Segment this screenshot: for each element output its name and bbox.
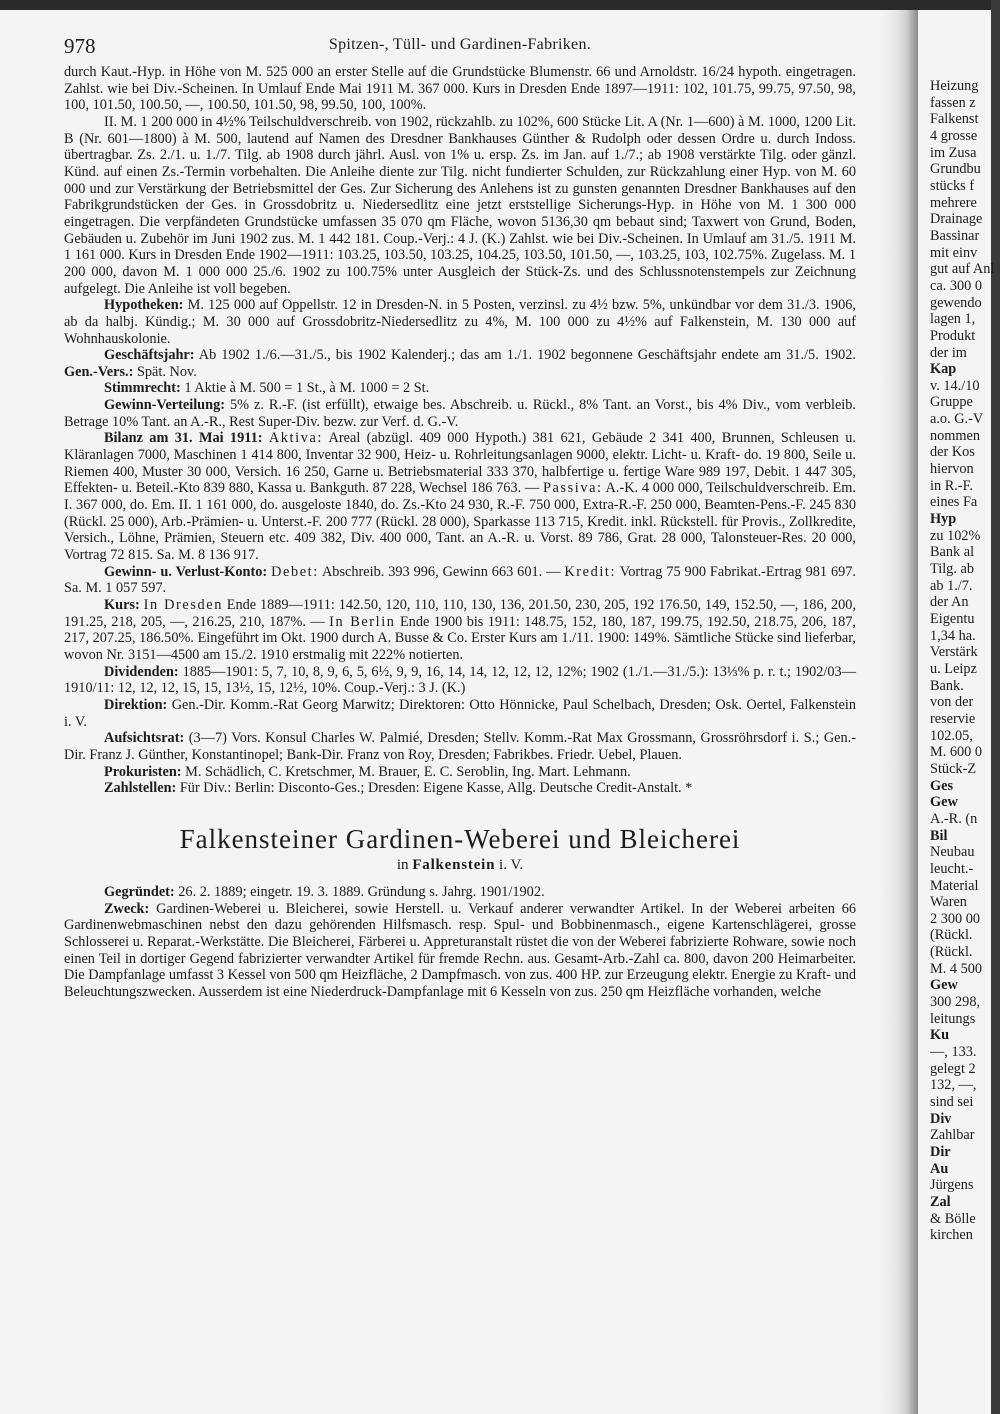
next-page-column [930, 78, 1000, 1244]
main-column [64, 30, 856, 1000]
next-page-fragment: leucht.- [930, 860, 974, 877]
section-gewinn-verteilung [64, 397, 856, 430]
next-page-fragment: Au [930, 1160, 949, 1177]
next-page-fragment: von der [930, 694, 974, 711]
next-page-fragment: der im [930, 344, 967, 361]
next-page-fragment: leitungs [930, 1010, 976, 1027]
kurs-label: Kurs: [104, 597, 140, 613]
next-page-fragment: ca. 300 0 [930, 277, 983, 294]
next-page-fragment: gut auf Anl [930, 261, 995, 278]
kurs-berlin-label: In Berlin [329, 613, 396, 630]
next-page-fragment: lagen 1, [930, 311, 976, 328]
next-page-fragment: Hyp [930, 511, 957, 528]
next-page-fragment: kirchen [930, 1227, 973, 1244]
section-hypotheken [64, 297, 856, 347]
direktion-text: Gen.-Dir. Komm.-Rat Georg Marwitz; Direktoren: Otto Hönnicke, Paul Schelbach, Dresden; Osk. Oertel, Falkenstein i. V. [64, 696, 856, 730]
company-location-region: i. V. [499, 856, 524, 873]
section-aufsichtsrat [64, 730, 856, 763]
bond-paragraph-1: durch Kaut.-Hyp. in Höhe von M. 525 000 an erster Stelle auf die Grundstücke Blumenstr. 66 und Arnoldstr. 16/24 hypoth. eingetragen. Zahlst. wie bei Div.-Scheinen. In Umlauf Ende Mai 1911 M. 367 000. Kurs in Dresden Ende 1897—1911: 102, 101.75, 99.75, 97.50, 98, 100, 101.50, 100.50, —, 100.50, 101.50, 98, 99.50, 100, 100%. [64, 64, 856, 114]
zahlstellen-label: Zahlstellen: [104, 780, 177, 797]
next-page-fragment: Waren [930, 894, 967, 911]
company-location-in: in [396, 856, 409, 873]
next-page-fragment: gewendo [930, 294, 982, 311]
bilanz-passiva-label: Passiva: [542, 480, 603, 497]
next-page-fragment: Bil [930, 827, 948, 844]
aufsichtsrat-text: (3—7) Vors. Konsul Charles W. Palmié, Dresden; Stellv. Komm.-Rat Max Grossmann, Grossröhrsdorf i. S.; Gen.-Dir. Franz J. Günther, Konstantinopel; Bank-Dir. Franz von Roy, Dresden; Fabrikbes. Friedr. Uebel, Plauen. [64, 730, 857, 763]
company-title: Falkensteiner Gardinen-Weberei und Bleicherei [179, 823, 741, 854]
section-prokuristen [64, 764, 856, 781]
next-page-fragment: zu 102% [930, 527, 981, 544]
book-gutter [880, 10, 918, 1414]
next-page-fragment: 132, —, [930, 1077, 977, 1094]
dividenden-text: 1885—1901: 5, 7, 10, 8, 9, 6, 5, 6½, 9, 9, 16, 14, 14, 12, 12, 12, 12%; 1902 (1./1.—31./5.): 13⅓% p. r. t.; 1902/03—1910/11: 12, 12, 12, 15, 15, 13½, 15, 12½, 10%. Coup.-Verj.: 3 J. (K.) [64, 663, 857, 697]
next-page-fragment: A.-R. (n [930, 810, 978, 827]
section-zweck [64, 901, 856, 1001]
next-page-fragment: Ges [930, 777, 954, 794]
next-page-fragment: im Zusa [930, 144, 977, 161]
next-page-fragment: fassen z [930, 94, 976, 111]
prokuristen-label: Prokuristen: [104, 763, 182, 780]
next-page-fragment: Bank al [930, 544, 975, 561]
section-zahlstellen [64, 780, 856, 797]
gegruendet-text: 26. 2. 1889; eingetr. 19. 3. 1889. Gründung s. Jahrg. 1901/1902. [178, 883, 545, 900]
section-gewinn-verlust-konto [64, 564, 856, 597]
next-page-fragment: gelegt 2 [930, 1060, 976, 1077]
next-page-fragment: mit einv [930, 244, 978, 261]
next-page-fragment: Dir [930, 1144, 951, 1160]
gvk-kredit-text: Vortrag 75 900 Fabrikat.-Ertrag 981 697. Sa. M. 1 057 597. [64, 563, 856, 597]
section-stimmrecht [64, 380, 856, 397]
next-page-fragment: Jürgens [930, 1177, 974, 1194]
running-title: Spitzen-, Tüll- und Gardinen-Fabriken. [328, 36, 592, 53]
dividenden-label: Dividenden: [104, 663, 179, 680]
next-page-fragment: der An [930, 594, 969, 611]
gen-vers-label: Gen.-Vers.: [64, 363, 134, 380]
next-page-fragment: Produkt [930, 327, 976, 344]
next-page-fragment: Gruppe [930, 394, 973, 411]
hypotheken-label: Hypotheken: [104, 297, 184, 314]
next-page-fragment: 1,34 ha. [930, 627, 976, 644]
next-page-fragment: Grundbu [930, 161, 981, 178]
next-page-fragment: (Rückl. [930, 944, 973, 961]
gewinn-verteilung-label: Gewinn-Verteilung: [104, 397, 225, 414]
next-page-fragment: nommen [930, 427, 981, 444]
next-page-fragment: Stück-Z [930, 760, 977, 777]
zweck-text: Gardinen-Weberei u. Bleicherei, sowie Herstell. u. Verkauf anderer verwandter Artikel. In der Weberei arbeiten 66 Gardinenwebmaschinen nebst den dazu gehörenden Hilfsmasch. resp. Spul- und Bobbinenmasch., eigene Kartenschlägerei, grosse Schlosserei u. Reparat.-Werkstätte. Die Bleicherei, Färberei u. Appreturanstalt rüstet die von der Weberei fabrizierte Rohware, sowie noch einen Teil in dortiger Gegend fabrizierter verwandter Artikel für fremde Rechn. aus. Gesamt-Arb.-Zahl ca. 800, davon 200 Heimarbeiter. Die Dampfanlage umfasst 3 Kessel von 500 qm Heizfläche, 2 Dampfmasch. von zus. 400 HP. zur Erzeugung elektr. Energie zu Kraft- und Beleuchtungszwecken. Ausserdem ist eine Niederdruck-Dampfanlage mit 6 Kesseln von zus. 250 qm Heizfläche vorhanden, welche [64, 900, 856, 1000]
kurs-dresden-label: In Dresden [143, 597, 223, 613]
next-page-fragment: eines Fa [930, 494, 978, 511]
next-page-fragment: & Bölle [930, 1210, 976, 1227]
next-page-fragment: Zal [930, 1193, 951, 1210]
next-page-fragment: 4 grosse [930, 127, 978, 144]
next-page-fragment: Neubau [930, 844, 975, 861]
next-page-fragment: Gew [930, 794, 958, 811]
next-page-fragment: Bank. [930, 677, 964, 694]
section-gegruendet [64, 884, 856, 901]
page-number: 978 [64, 34, 96, 58]
bilanz-aktiva-text: Areal (abzügl. 409 000 Hypoth.) 381 621, Gebäude 2 341 400, Brunnen, Schleusen u. Kläranlagen 7000, Maschinen 1 414 800, Inventar 32 900, Heiz- u. Rohrleitungsanlagen 9000, elektr. Licht- u. Kraft- do. 19 800, Seile u. Riemen 400, Muster 30 000, Versich. 16 250, Garne u. Betriebsmaterial 333 370, halbfertige u. fertige Ware 989 197, Debit. 1 447 305, Effekten- u. Beteil.-Kto 839 880, Kassa u. Bankguth. 87 228, Wechsel 186 763. — [64, 430, 856, 497]
next-page-fragment: in R.-F. [930, 477, 973, 494]
next-page-fragment: Heizung [930, 78, 979, 94]
aufsichtsrat-label: Aufsichtsrat: [104, 730, 185, 747]
next-page-fragment: Eigentu [930, 611, 975, 627]
next-page-fragment: der Kos [930, 444, 975, 461]
next-page-fragment: sind sei [930, 1094, 974, 1111]
next-page-fragment: Tilg. ab [930, 561, 974, 578]
bilanz-passiva-text: A.-K. 4 000 000, Teilschuldverschreib. Em. I. 367 000, do. Em. II. 1 161 000, do. ausgeloste 1840, do. Zs.-Kto 24 930, R.-F. 750 000, Extra-R.-F. 250 000, Beamten-Pens.-F. 245 830 (Rückl. 25 000), Arb.-Prämien- u. Unterst.-F. 200 777 (Rückl. 28 000), Sparkasse 113 715, Kredit. inkl. Rückstell. für Provis., Zollkredite, Versich., Löhne, Prämien, Steuern etc. 409 382, Div. 400 000, Tant. an A.-R. u. Vorst. 89 786, Grat. 28 000, Talonsteuer-Res. 20 000, Vortrag 72 815. Sa. M. 8 136 917. [64, 480, 856, 564]
next-page-fragment: (Rückl. [930, 927, 973, 944]
kurs-dresden-text: Ende 1889—1911: 142.50, 120, 110, 110, 130, 136, 201.50, 230, 205, 192 176.50, 149, 152.50, —, 186, 200, 191.25, 218, 205, —, 216.25, 210, 187%. — [64, 597, 857, 630]
gewinn-verteilung-text: 5% z. R.-F. (ist erfüllt), etwaige bes. Abschreib. u. Rückl., 8% Tant. an Vorst., bis 4% Div., vom verbleib. Betrage 10% Tant. an A.-R., Rest Super-Div. bezw. zur Verf. d. G.-V. [64, 397, 856, 430]
gvk-debet-text: Abschreib. 393 996, Gewinn 663 601. — [321, 563, 561, 580]
next-page-fragment: stücks f [930, 177, 975, 194]
next-page-fragment: hiervon [930, 461, 974, 478]
section-dividenden [64, 664, 856, 697]
next-page-fragment: 102.05, [930, 727, 973, 744]
next-page-fragment: ab 1./7. [930, 577, 973, 594]
next-page-fragment: Falkenst [930, 111, 979, 128]
hypotheken-text: M. 125 000 auf Oppellstr. 12 in Dresden-N. in 5 Posten, verzinsl. zu 4½ bzw. 5%, unkündbar vor dem 31./3. 1906, ab da halbj. Kündig.; M. 30 000 auf Grossdobritz-Niedersedlitz zu 4%, M. 100 000 zu 4½% auf Falkenstein, M. 130 000 auf Wohnhauskolonie. [64, 297, 856, 347]
next-page-fragment: reservie [930, 710, 976, 727]
section-direktion [64, 697, 856, 730]
prokuristen-text: M. Schädlich, C. Kretschmer, M. Brauer, E. C. Seroblin, Ing. Mart. Lehmann. [185, 763, 631, 780]
next-page-fragment: v. 14./10 [930, 377, 980, 394]
bilanz-aktiva-label: Aktiva: [268, 430, 323, 447]
next-page-fragment: a.o. G.-V [930, 411, 984, 428]
bilanz-label: Bilanz am 31. Mai 1911: [104, 430, 263, 447]
company-location [64, 857, 856, 874]
gvk-kredit-label: Kredit: [564, 563, 617, 580]
next-page-fragment: Kap [930, 361, 957, 378]
next-page-fragment: Zahlbar [930, 1127, 975, 1144]
next-page-fragment: u. Leipz [930, 660, 977, 677]
next-page-fragment: 300 298, [930, 994, 981, 1011]
stimmrecht-text: 1 Aktie à M. 500 = 1 St., à M. 1000 = 2 St. [184, 380, 430, 397]
next-page-fragment: Material [930, 877, 979, 894]
section-kurs [64, 597, 856, 664]
bond-paragraph-2: II. M. 1 200 000 in 4½% Teilschuldverschreib. von 1902, rückzahlb. zu 102%, 600 Stücke Lit. A (Nr. 1—600) à M. 1000, 1200 Lit. B (Nr. 601—1800) à M. 500, lautend auf Namen des Dresdner Bankhauses Günther & Rudolph oder dessen Ordre u. durch Indoss. übertragbar. Zs. 2./1. u. 1./7. Tilg. ab 1908 durch jährl. Ausl. von 1% u. ersp. Zs. im Jan. auf 1./7.; ab 1908 verstärkte Tilg. oder gänzl. Künd. auf einen Zs.-Termin vorbehalten. Die Anleihe diente zur Tilg. nicht fundierter Schulden, zur Rückzahlung einer Hyp. von M. 60 000 und zur Verstärkung der Betriebsmittel der Ges. Zur Sicherung des Anlehens ist zu gunsten genannten Dresdner Bankhauses auf den Fabrikgrundstücken der Ges. in Grossdobritz u. Niedersedlitz eine jetzt erststellige Sicherungs-Hyp. in Höhe von M. 1 300 000 eingetragen. Die verpfändeten Grundstücke umfassen 35 070 qm Fläche, wovon 5136,30 qm bebaut sind; Taxwert von Grund, Boden, Gebäuden u. Zubehör im Juni 1902 zus. M. 1 442 181. Coup.-Verj.: 4 J. (K.) Zahlst. wie bei Div.-Scheinen. In Umlauf am 31./5. 1911 M. 1 161 000. Kurs in Dresden Ende 1902—1911: 103.25, 103.50, 103.25, 104.25, 103.50, 101.50, —, 103.25, 103, 102.75%. Zugelass. M. 1 200 000, davon M. 1 000 000 25./6. 1902 zu 100.75% unter Ausgleich der Stück-Zs. und des Schlussnotenstempels zur Zeichnung aufgelegt. Die Anleihe ist voll begeben. [64, 113, 856, 297]
section-bilanz [64, 430, 856, 563]
company-location-city: Falkenstein [412, 856, 496, 873]
next-page-fragment: M. 600 0 [930, 744, 983, 761]
next-page-fragment: Drainage [930, 211, 983, 228]
gvk-label: Gewinn- u. Verlust-Konto: [104, 563, 268, 580]
section-geschaeftsjahr [64, 347, 856, 380]
next-page-fragment: 2 300 00 [930, 910, 981, 927]
direktion-label: Direktion: [104, 696, 168, 713]
page-header [64, 30, 856, 64]
geschaeftsjahr-label: Geschäftsjahr: [104, 347, 195, 364]
geschaeftsjahr-text: Ab 1902 1./6.—31./5., bis 1902 Kalenderj.; das am 1./1. 1902 begonnene Geschäftsjahr endete am 31./5. 1902. [198, 347, 856, 364]
next-page-fragment: mehrere [930, 194, 977, 211]
next-page-fragment: —, 133. [930, 1044, 977, 1061]
zahlstellen-text: Für Div.: Berlin: Disconto-Ges.; Dresden: Eigene Kasse, Allg. Deutsche Credit-Anstalt. * [179, 780, 693, 797]
next-page-fragment: Gew [930, 977, 958, 994]
gvk-debet-label: Debet: [271, 563, 319, 580]
next-page-fragment: Verstärk [930, 644, 978, 661]
next-page-fragment: Bassinar [930, 227, 980, 244]
next-page-fragment: Div [930, 1110, 952, 1127]
stimmrecht-label: Stimmrecht: [104, 380, 181, 397]
zweck-label: Zweck: [104, 900, 150, 917]
scan-top-edge [0, 0, 1000, 10]
gegruendet-label: Gegründet: [104, 883, 175, 900]
gen-vers-text: Spät. Nov. [136, 363, 197, 380]
next-page-fragment: Ku [930, 1027, 950, 1044]
next-page-fragment: M. 4 500 [930, 960, 983, 977]
kurs-berlin-text: Ende 1900 bis 1911: 148.75, 152, 180, 187, 199.75, 192.50, 218.75, 206, 187, 217, 207.25, 186.50%. Eingeführt im Okt. 1900 durch A. Busse & Co. Erster Kurs am 1./11. 1900: 149%. Sämtliche Stücke sind lieferbar, wovon Nr. 3151—4500 am 15./2. 1910 erstmalig mit 222% notierten. [64, 613, 856, 663]
